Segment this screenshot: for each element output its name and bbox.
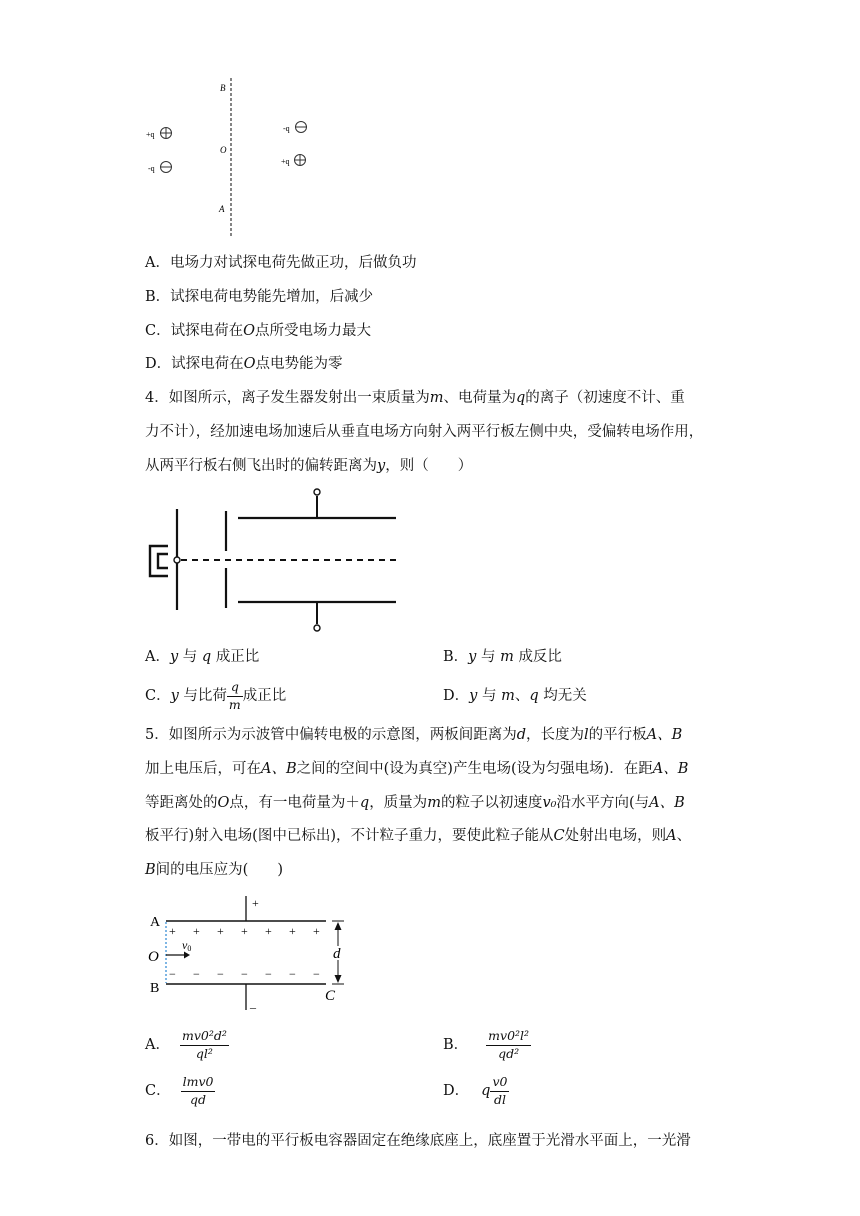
label-c: C: [325, 988, 336, 1004]
charge-label: +q: [146, 130, 155, 139]
plus-sign: +: [217, 924, 224, 938]
q5-option-b: B． $\frac{\text{mv0²l²}}{\text{qd²}}$: [443, 1028, 530, 1061]
q5-stem-line: 加上电压后，可在A、B之间的空间中(设为真空)产生电场(设为匀强电场)．在距A、B: [145, 761, 689, 777]
label-b: B: [220, 83, 226, 93]
q3-option-b: B．试探电荷电势能先增加，后减少: [145, 289, 374, 305]
label-d: d: [333, 946, 341, 962]
plus-sign: +: [289, 924, 296, 938]
plus-terminal: +: [252, 896, 259, 910]
minus-sign: −: [241, 967, 248, 981]
arrow-down-icon: [335, 975, 342, 983]
label-v0: v0: [182, 938, 192, 953]
emitter-point: [174, 557, 180, 563]
charge-label: +q: [281, 157, 290, 166]
plus-sign: +: [169, 924, 176, 938]
minus-signs-row: [169, 967, 320, 981]
label-a: A: [219, 204, 225, 214]
q4-stem-line: 力不计），经加速电场加速后从垂直电场方向射入两平行板左侧中央，受偏转电场作用，: [145, 424, 704, 440]
q5-stem-line: 等距离处的O点，有一电荷量为＋q，质量为m的粒子以初速度v₀沿水平方向(与A、B: [145, 795, 685, 811]
minus-sign: −: [289, 967, 296, 981]
q5-stem-line: B间的电压应为( ): [145, 862, 283, 878]
ion-source-icon: [150, 546, 168, 576]
q4-option-a: A．y 与 q 成正比: [145, 649, 260, 665]
charge-label: -q: [283, 124, 290, 133]
q5-option-a: A． $\frac{\text{mv0²d²}}{\text{ql²}}$: [145, 1028, 227, 1061]
q3-option-d: D．试探电荷在O点电势能为零: [145, 356, 343, 372]
terminal-top: [314, 489, 320, 495]
q3-option-c: C．试探电荷在O点所受电场力最大: [145, 323, 371, 339]
figure-ion-deflection: [144, 484, 406, 634]
minus-sign: −: [169, 967, 176, 981]
q4-option-d: D．y 与 m、q 均无关: [443, 688, 587, 704]
q6-stem-line: 6．如图，一带电的平行板电容器固定在绝缘底座上，底座置于光滑水平面上，一光滑: [145, 1133, 691, 1149]
label-o: O: [220, 145, 227, 155]
fraction-q-over-m: $\frac{q}{m}$: [228, 679, 241, 712]
q5-stem-line: 板平行)射入电场(图中已标出)，不计粒子重力，要使此粒子能从C处射出电场，则A、: [145, 828, 692, 844]
plus-sign: +: [193, 924, 200, 938]
terminal-bottom: [314, 625, 320, 631]
q4-stem-line: 4．如图所示，离子发生器发射出一束质量为m、电荷量为q的离子（初速度不计、重: [145, 390, 685, 406]
q3-option-a: A．电场力对试探电荷先做正功，后做负功: [145, 255, 417, 271]
plus-sign: +: [241, 924, 248, 938]
minus-sign: −: [313, 967, 320, 981]
plus-sign: +: [265, 924, 272, 938]
q5-option-d: D． q $\frac{v0}{dl}$: [443, 1074, 508, 1107]
minus-sign: −: [265, 967, 272, 981]
q5-option-c: C． $\frac{\text{lmv0}}{qd}$: [145, 1074, 214, 1107]
label-plate-b: B: [150, 981, 160, 996]
q4-stem-line: 从两平行板右侧飞出时的偏转距离为y，则（ ）: [145, 458, 473, 474]
q4-option-b: B．y 与 m 成反比: [443, 649, 562, 665]
charge-label: -q: [148, 164, 155, 173]
figure-charges-line: [140, 76, 340, 238]
q5-stem-line: 5．如图所示为示波管中偏转电极的示意图，两板间距离为d，长度为l的平行板A、B: [145, 727, 683, 743]
arrow-up-icon: [335, 922, 342, 930]
minus-sign: −: [193, 967, 200, 981]
fraction-d: $\frac{v0}{dl}$: [492, 1074, 508, 1107]
label-plate-a: A: [150, 915, 161, 930]
minus-sign: −: [217, 967, 224, 981]
fraction-c: $\frac{\text{lmv0}}{qd}$: [182, 1074, 214, 1107]
plus-sign: +: [313, 924, 320, 938]
minus-terminal: _: [250, 996, 256, 1010]
fraction-a: $\frac{\text{mv0²d²}}{\text{ql²}}$: [181, 1028, 227, 1061]
figure-oscilloscope-plates: [140, 892, 360, 1016]
plus-signs-row: [169, 924, 320, 938]
label-o: O: [148, 949, 159, 965]
fraction-b: $\frac{\text{mv0²l²}}{\text{qd²}}$: [488, 1028, 530, 1061]
q4-option-c: C．y 与比荷 $\frac{q}{m}$ 成正比: [145, 679, 287, 712]
